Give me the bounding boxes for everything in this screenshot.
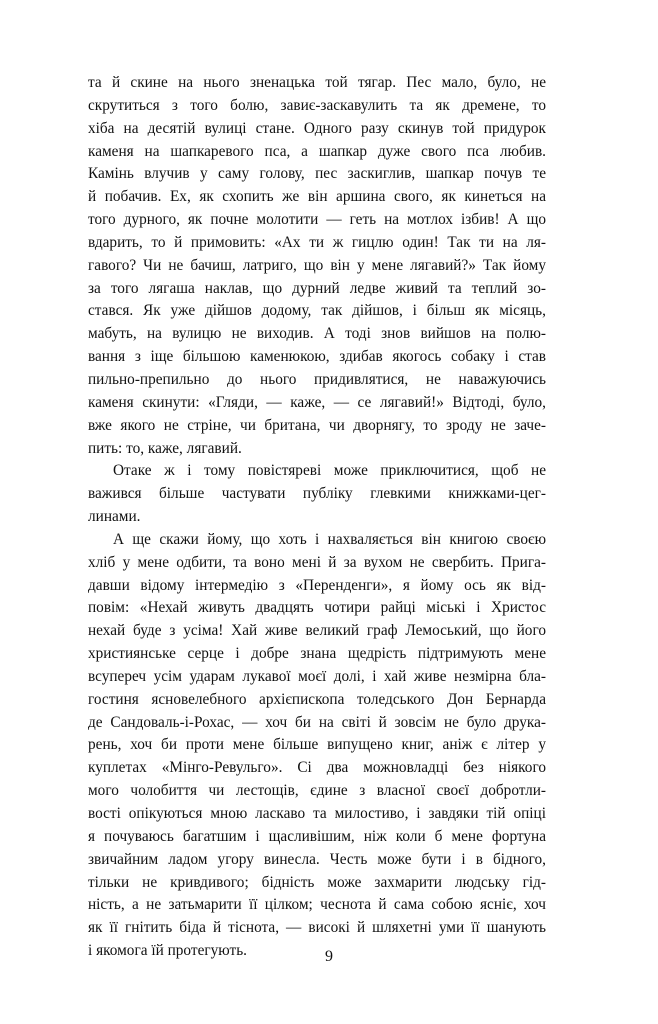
text-line: каменя на шапкаревого пса, а шапкар дуже свого пса любив. <box>88 142 546 160</box>
text-line: християнське серце і добре знана щедрість підтримують мене <box>88 645 546 663</box>
text-line: скрутиться з того болю, завиє-заскавулить та як дремене, то <box>88 96 546 114</box>
paragraph <box>88 72 546 460</box>
text-line: мабуть, на вулицю не виходив. А тоді знов вийшов на полю- <box>88 325 546 343</box>
text-line: й побачив. Ех, як схопить же він аршина свого, як кинеться на <box>88 188 546 206</box>
text-line: і якомога їй протегують. <box>88 942 247 960</box>
text-line: важився більше частувати публіку глевкими книжками-цег- <box>88 485 546 503</box>
text-line: куплетах «Мінго-Ревульго». Сі два можновладці без ніякого <box>88 759 546 777</box>
text-line: пить: то, каже, лягавий. <box>88 439 242 457</box>
text-line: хіба на десятій вулиці стане. Одного разу скинув той придурок <box>88 119 546 137</box>
text-line: та й скине на нього зненацька той тягар. Пес мало, було, не <box>88 74 546 91</box>
text-line: гавого? Чи не бачиш, латриго, що він у мене лягавий?» Так йому <box>88 256 546 274</box>
paragraph <box>88 460 546 529</box>
paragraph <box>88 529 546 963</box>
text-line: давши відому інтермедію з «Перенденги», я йому ось як від- <box>88 576 546 594</box>
text-line: гостиня ясновелебного архієпископа толедського Дон Бернарда <box>88 690 546 708</box>
text-line: линами. <box>88 508 141 526</box>
page-number: 9 <box>325 948 333 965</box>
text-line: вже якого не стріне, чи британа, чи дворнягу, то зроду не заче- <box>88 416 546 434</box>
text-line: вості опікуються мною ласкаво та милостиво, і завдяки тій опіці <box>88 805 546 822</box>
text-line: звичайним ладом угору винесла. Честь може бути і в бідного, <box>88 850 546 868</box>
text-line: за того лягаша наклав, що дурний ледве живий та теплий зо- <box>88 279 546 297</box>
text-line: я почуваюсь багатшим і щасливішим, ніж коли б мене фортуна <box>88 827 546 845</box>
text-line: нехай буде з усіма! Хай живе великий граф Лемоський, що його <box>88 622 546 640</box>
text-line: пильно-препильно до нього придивлятися, не наважуючись <box>88 370 546 388</box>
text-line: рень, хоч би проти мене більше випущено книг, аніж є літер у <box>88 736 546 754</box>
text-line: мого чолобиття чи лестощів, єдине з власної своєї добротли- <box>88 782 546 800</box>
text-line: де Сандоваль-і-Рохас, — хоч би на світі й зовсім не було друка- <box>88 713 546 731</box>
body-text <box>88 72 546 963</box>
text-line: всупереч усім ударам лукавої моєї долі, і хай живе незмірна бла- <box>88 667 546 685</box>
text-line: каменя скинути: «Гляди, — каже, — се лягавий!» Відтоді, було, <box>88 393 546 411</box>
text-line: тільки не кривдивого; бідність може захмарити людську гід- <box>88 873 546 891</box>
text-line: Камінь влучив у саму голову, пес заскиглив, шапкар почув те <box>88 165 546 183</box>
text-line: Отаке ж і тому повістяреві може приключитися, щоб не <box>113 462 546 480</box>
text-line: вдарить, то й примовить: «Ах ти ж гицлю один! Так ти на ля- <box>88 233 546 251</box>
text-line: ність, а не затьмарити її цілком; чеснота й сама собою ясніє, хоч <box>88 896 546 914</box>
text-line: стався. Як уже дійшов додому, так дійшов, і більш як місяць, <box>88 302 546 320</box>
text-line: хліб у мене одбити, та воно мені й за вухом не свербить. Пригa- <box>88 553 546 571</box>
text-line: А ще скажи йому, що хоть і нахваляється він книгою своєю <box>113 530 546 548</box>
text-line: того дурного, як почне молотити — геть на мотлох ізбив! А що <box>88 211 546 229</box>
text-line: як її гнітить біда й тіснота, — високі й шляхетні уми її шанують <box>88 919 546 937</box>
text-line: вання з іще більшою каменюкою, здибав якогось собаку і став <box>88 348 546 366</box>
text-line: повім: «Нехай живуть двадцять чотири райці міські і Христос <box>88 599 546 617</box>
